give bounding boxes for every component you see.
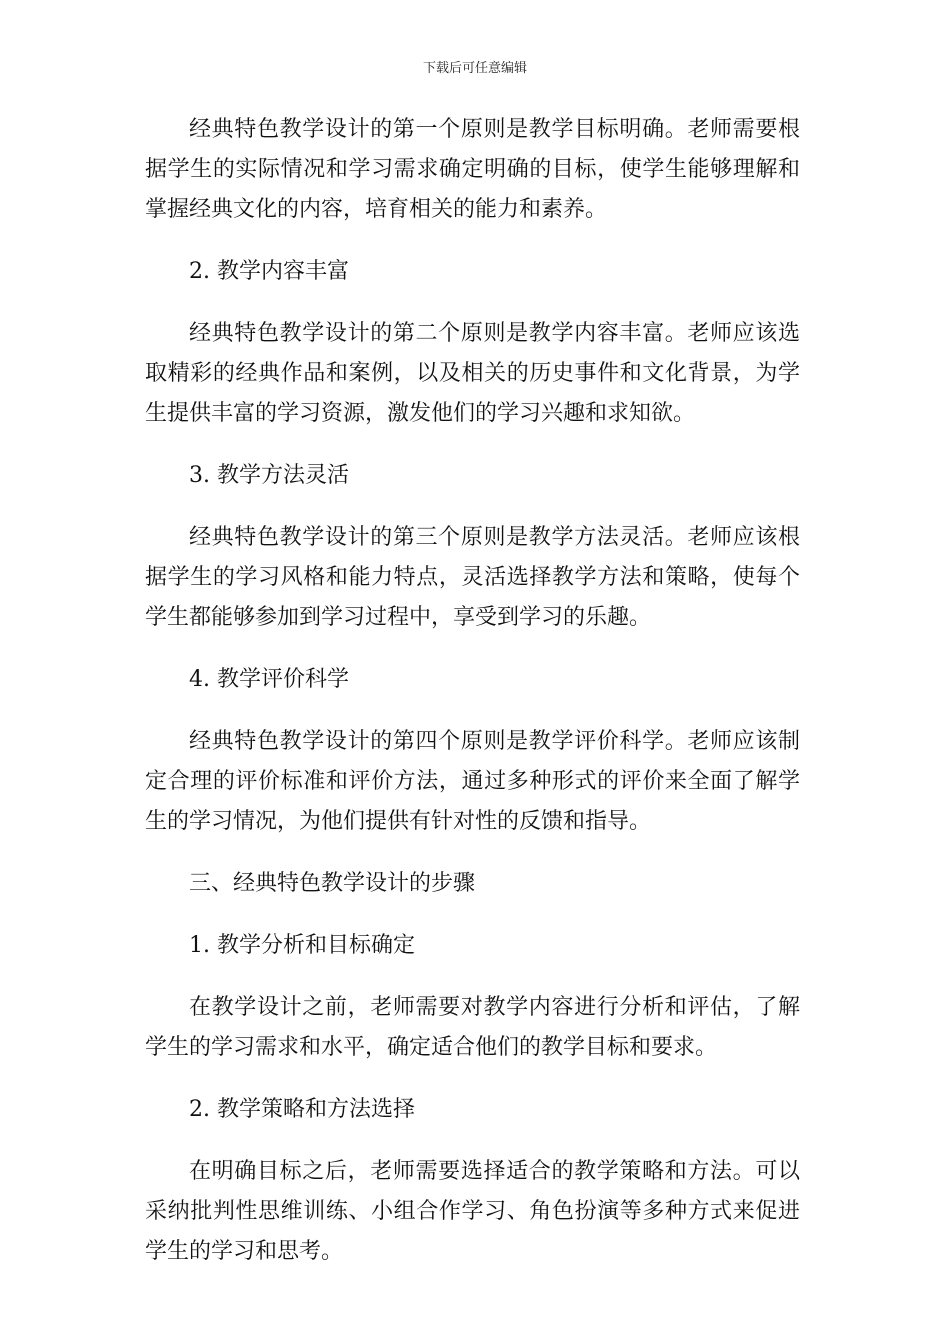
heading-method-flexible: 3. 教学方法灵活 (189, 463, 349, 488)
paragraph-principle-1: 经典特色教学设计的第一个原则是教学目标明确。老师需要根据学生的实际情况和学习需求确定明确的目标，使学生能够理解和掌握经典文化的内容，培育相关的能力和素养。 (145, 117, 800, 222)
paragraph-principle-3: 经典特色教学设计的第三个原则是教学方法灵活。老师应该根据学生的学习风格和能力特点，灵活选择教学方法和策略，使每个学生都能够参加到学习过程中，享受到学习的乐趣。 (145, 525, 800, 630)
heading-analysis-goals: 1. 教学分析和目标确定 (189, 933, 415, 958)
document-body (145, 110, 800, 1294)
paragraph-principle-4: 经典特色教学设计的第四个原则是教学评价科学。老师应该制定合理的评价标准和评价方法，通过多种形式的评价来全面了解学生的学习情况，为他们提供有针对性的反馈和指导。 (145, 729, 800, 834)
heading-content-rich: 2. 教学内容丰富 (189, 259, 349, 284)
paragraph-step-2: 在明确目标之后，老师需要选择适合的教学策略和方法。可以采纳批判性思维训练、小组合作学习、角色扮演等多种方式来促进学生的学习和思考。 (145, 1159, 800, 1264)
section-heading-steps: 三、经典特色教学设计的步骤 (189, 871, 476, 896)
paragraph-step-1: 在教学设计之前，老师需要对教学内容进行分析和评估，了解学生的学习需求和水平，确定适合他们的教学目标和要求。 (145, 995, 800, 1060)
heading-evaluation-scientific: 4. 教学评价科学 (189, 667, 349, 692)
paragraph-principle-2: 经典特色教学设计的第二个原则是教学内容丰富。老师应该选取精彩的经典作品和案例，以及相关的历史事件和文化背景，为学生提供丰富的学习资源，激发他们的学习兴趣和求知欲。 (145, 321, 800, 426)
heading-strategy-methods: 2. 教学策略和方法选择 (189, 1097, 415, 1122)
header-note: 下载后可任意编辑 (422, 61, 527, 76)
